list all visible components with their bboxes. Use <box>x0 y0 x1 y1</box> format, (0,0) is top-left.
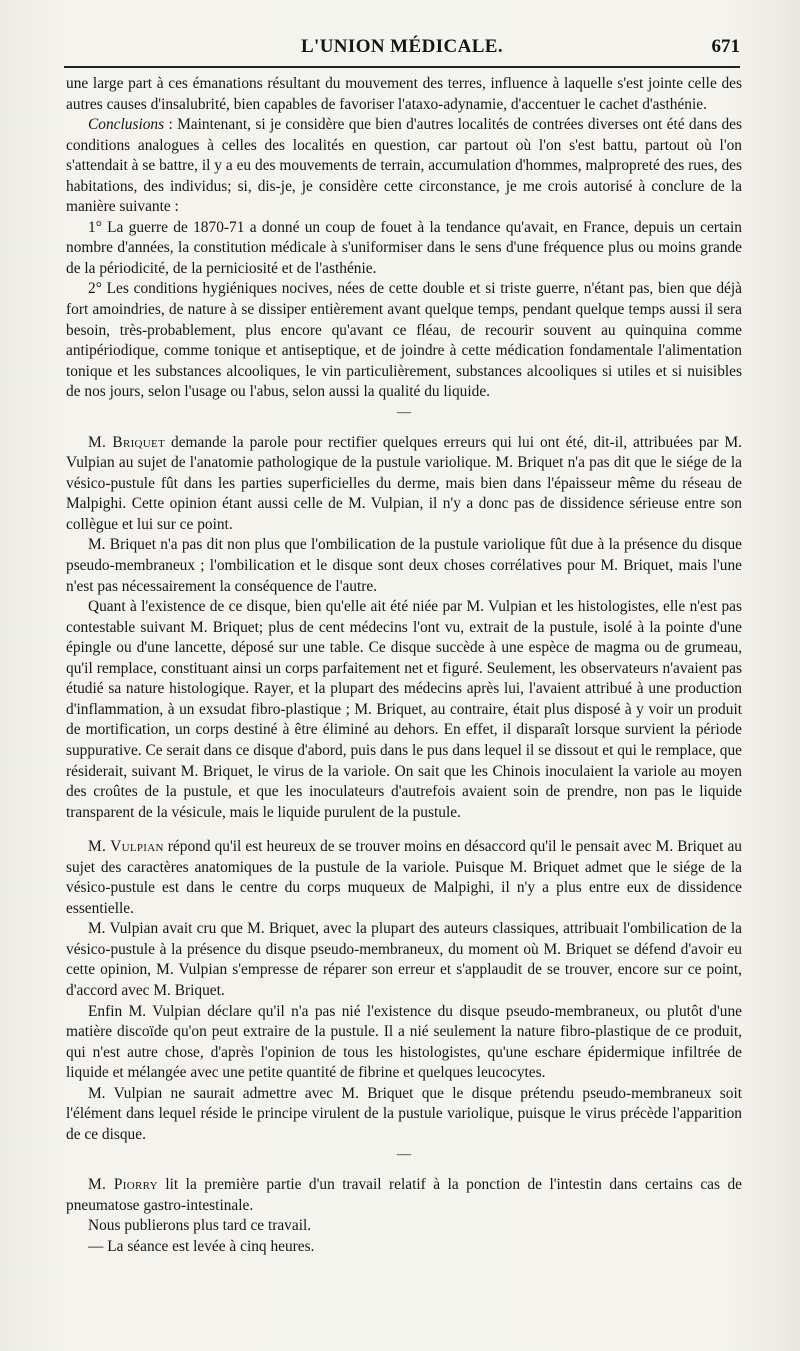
paragraph: M. Vulpian avait cru que M. Briquet, avec la plupart des auteurs classiques, attribuait l'ombilication de la vésico-pustule à la présence du disque pseudo-membraneux, du moment où M. Briquet se défend d'avoir eu cette opinion, M. Vulpian s'empresse de réparer son erreur et s'applaudit de se trouver, encore sur ce point, d'accord avec M. Briquet. <box>66 920 742 999</box>
paragraph-conclusions: Conclusions : Maintenant, si je considère que bien d'autres localités de contrées diverses ont été dans des conditions analogues à celles des localités en question, car partout où l'on s'est battu, partout où l'on s'attendait à se battre, il y a eu des mouvements de terrain, accumulation d'hommes, malpropreté des rues, des habitations, des individus; si, dis-je, je considère cette circonstance, je me crois autorisé à conclure de la manière suivante : <box>66 116 742 216</box>
paragraph: Quant à l'existence de ce disque, bien qu'elle ait été niée par M. Vulpian et les histologistes, elle n'est pas contestable suivant M. Briquet; plus de cent médecins l'ont vu, extrait de la pustule, isolé à la pointe d'une épingle ou d'une lancette, déposé sur une table. Ce disque succède à une espèce de magma ou de grumeau, qu'il remplace, constituant ainsi un corps parfaitement net et figuré. Seulement, les observateurs n'avaient pas étudié sa nature histologique. Rayer, et la plupart des médecins après lui, l'avaient attribué à une production d'inflammation, à un exsudat fibro-plastique ; M. Briquet, au contraire, était plus disposé à y voir un produit de mortification, un corps destiné à être éliminé au dehors. En effet, il disparaît lorsque survient la période suppurative. Ce serait dans ce disque d'abord, puis dans le pus dans lequel il se dissout et qui le remplace, que résiderait, suivant M. Briquet, le virus de la variole. On sait que les Chinois inoculaient la variole au moyen des croûtes de la pustule, et que les inoculateurs d'autrefois avaient soin de prendre, non pas le liquide transparent de la vésicule, mais le liquide purulent de la pustule. <box>66 598 742 821</box>
page-header <box>64 36 740 64</box>
paragraph-conclusion-2: 2° Les conditions hygiéniques nocives, nées de cette double et si triste guerre, n'étant pas, bien que déjà fort amoindries, de nature à se dissiper entièrement avant quelque temps, pendant quelque temps aussi il sera besoin, très-probablement, plus encore qu'avant ce fléau, de recourir souvent au quinquina comme antipériodique, comme tonique et antiseptique, et de joindre à cette médication fondamentale l'alimentation tonique et les substances alcooliques, le vin particulièrement, substances alcooliques si utiles et si nuisibles de nos jours, selon l'usage ou l'abus, selon aussi la qualité du liquide. <box>66 280 742 401</box>
page-number: 671 <box>711 36 740 57</box>
paragraph: M. Vulpian ne saurait admettre avec M. Briquet que le disque prétendu pseudo-membraneux soit l'élément dans lequel réside le principe virulent de la pustule variolique, puisque le virus précède l'apparition de ce disque. <box>66 1084 742 1143</box>
paragraph-conclusion-1: 1° La guerre de 1870-71 a donné un coup de fouet à la tendance qu'avait, en France, depuis un certain nombre d'années, la constitution médicale à s'uniformiser dans le sens d'une fréquence plus ou moins grande de la périodicité, de la perniciosité et de l'asthénie. <box>66 218 742 277</box>
paragraph-briquet: M. Briquet demande la parole pour rectifier quelques erreurs qui lui ont été, dit-il, attribuées par M. Vulpian au sujet de l'anatomie pathologique de la pustule variolique. M. Briquet n'a pas dit que le siége de la vésico-pustule fût dans les parties superficielles du derme, mais bien dans l'épaisseur même du réseau de Malpighi. Cette opinion étant aussi celle de M. Vulpian, il n'y a donc pas de dissidence sérieuse entre son collègue et lui sur ce point. <box>66 433 742 533</box>
speaker-name: M. Briquet <box>88 433 166 451</box>
section-separator: — <box>397 404 411 420</box>
running-title: L'UNION MÉDICALE. <box>300 36 504 57</box>
paragraph: une large part à ces émanations résultant du mouvement des terres, influence à laquelle s'est jointe celle des autres causes d'insalubrité, bien capables de favoriser l'ataxo-adynamie, d'accentuer le cachet d'asthénie. <box>66 75 742 113</box>
speaker-name: M. Piorry <box>88 1176 158 1194</box>
speaker-name: M. Vulpian <box>88 838 164 856</box>
conclusions-label: Conclusions <box>88 116 165 134</box>
paragraph: Nous publierons plus tard ce travail. <box>88 1217 312 1235</box>
article-body <box>66 74 742 1258</box>
paragraph-closing: — La séance est levée à cinq heures. <box>88 1237 315 1255</box>
paragraph-piorry: M. Piorry lit la première partie d'un travail relatif à la ponction de l'intestin dans certains cas de pneumatose gastro-intestinale. <box>66 1176 742 1214</box>
paragraph: Enfin M. Vulpian déclare qu'il n'a pas nié l'existence du disque pseudo-membraneux, ou plutôt d'une matière discoïde qu'on peut extraire de la pustule. Il a nié seulement la nature fibro-plastique de ce produit, qui n'est autre chose, d'après l'opinion de tous les histologistes, qu'une eschare épidermique infiltrée de liquide et mélangée avec une petite quantité de fibrine et quelques leucocytes. <box>66 1002 742 1082</box>
paragraph: M. Briquet n'a pas dit non plus que l'ombilication de la pustule variolique fût due à la présence du disque pseudo-membraneux ; l'ombilication et le disque sont deux choses corrélatives pour M. Briquet, mais l'une n'est pas nécessairement la conséquence de l'autre. <box>66 536 742 595</box>
header-rule <box>64 66 740 68</box>
section-separator: — <box>397 1147 411 1163</box>
paragraph-vulpian: M. Vulpian répond qu'il est heureux de se trouver moins en désaccord qu'il le pensait avec M. Briquet au sujet des caractères anatomiques de la pustule de la variole. Puisque M. Briquet admet que le siége de la vésico-pustule est dans le centre du corps muqueux de Malpighi, il n'y a plus entre eux de dissidence essentielle. <box>66 838 742 917</box>
